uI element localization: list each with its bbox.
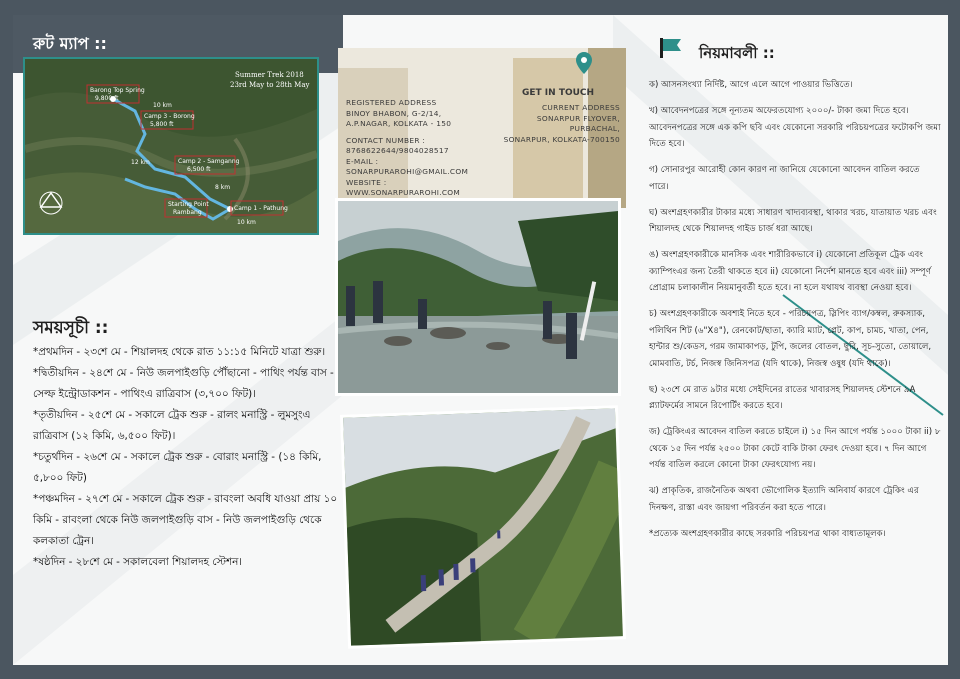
schedule-item: *ষষ্ঠদিন - ২৮শে মে - সকালবেলা শিয়ালদহ স্টেশন। [33, 556, 243, 568]
map-label-spring-alt: 9,800 ft [95, 95, 119, 102]
route-map-heading: রুট ম্যাপ :: [33, 34, 107, 53]
rule-item: গ) সোনারপুর আরোহী কোন কারণ না জানিয়ে যেকোনো আবেদন বাতিল করতে পারে। [649, 165, 920, 192]
map-trek-dates: 23rd May to 28th May [230, 81, 310, 89]
schedule-item: *প্রথমদিন - ২৩শে মে - শিয়ালদহ থেকে রাত ১১:১৫ মিনিটে যাত্রা শুরু। [33, 346, 326, 358]
river-crossing-photo [338, 201, 618, 393]
contact-phones: 8768622644/9804028517 [346, 146, 449, 155]
map-dist-d: 10 km [237, 219, 256, 226]
flag-icon [658, 37, 684, 59]
river-photo-graphic [338, 201, 618, 393]
email-address: SONARPURAROHI@GMAIL.COM [346, 167, 469, 176]
map-label-start: Starting Point [168, 201, 209, 208]
contact-number-label: CONTACT NUMBER : [346, 135, 426, 145]
map-dist-a: 10 km [153, 102, 172, 109]
schedule-item: *তৃতীয়দিন - ২৫শে মে - সকালে ট্রেক শুরু - রালং মনাস্ট্রি - লুমসুংএ রাত্রিবাস (১২ কিমি, ৬,৫০০ ফিট)। [33, 409, 311, 442]
contact-panel [338, 48, 626, 208]
map-trek-title: Summer Trek 2018 [235, 71, 304, 79]
map-label-camp2-alt: 6,500 ft [187, 166, 211, 173]
registered-address [346, 98, 468, 199]
rule-item: চ) অংশগ্রহণকারীকে অবশ্যই নিতে হবে - পরিচয়পত্র, স্লিপিং ব্যাগ/কম্বল, রুকস্যাক, পলিথিন শিট (৬"X৪"), রেনকোট/ছাতা, ক্যারি ম্যাট, প্লেট, কাপ, চামচ, খাতা, পেন, হান্টার শু/কেডস, গরম জামাকাপড়, টুপি, জলের বোতল, ছুরি, সূচ-সুতো, তোয়ালে, মোমবাতি, টর্চ, নিজস্ব জিনিসপত্র (যদি থাকে), নিজস্ব ওষুধ (যদি থাকে)। [649, 309, 932, 369]
schedule-item: *দ্বিতীয়দিন - ২৪শে মে - নিউ জলপাইগুড়ি পৌঁছানো - পাথিং পর্যন্ত বাস - সেল্ফ ইন্ট্রোডাকশন - পাথিংএ রাত্রিবাস (৩,৭০০ ফিট)। [33, 367, 334, 400]
route-map-graphic [25, 59, 317, 233]
map-label-camp3: Camp 3 - Borong [144, 113, 195, 120]
website-label: WEBSITE : [346, 177, 387, 187]
get-in-touch-heading: GET IN TOUCH [522, 88, 595, 98]
location-pin-icon [575, 51, 593, 75]
current-address [492, 103, 620, 145]
map-label-camp1: Camp 1 - Pathung [234, 205, 288, 212]
brochure-page [13, 15, 948, 665]
rule-item: ছ) ২৩শে মে রাত ৯টার মধ্যে সেইদিনের রাতের খাবারসহ শিয়ালদহ স্টেশনে ৯A প্ল্যাটফর্মের সামনে রিপোর্টিং করতে হবে। [649, 384, 916, 411]
rule-item: জ) ট্রেকিংএর আবেদন বাতিল করতে চাইলে i) ১৫ দিন আগে পর্যন্ত ১০০০ টাকা ii) ৮ থেকে ১৫ দিন পর্যন্ত ২৫০০ টাকা কেটে বাকি টাকা ফেরৎ দেওয়া হবে। ৭ দিন আগে পর্যন্ত বাতিল করলে কোনো টাকা ফেরৎযোগ্য নয়। [649, 427, 941, 470]
rule-item: খ) আবেদনপত্রের সঙ্গে নূন্যতম অফেরতযোগ্য ২০০০/- টাকা জমা দিতে হবে। আবেদনপত্রের সঙ্গে এক কপি ছবি এবং যেকোনো সরকারি পরিচয়পত্রের ফটোকপি জমা দিতে হবে। [649, 106, 941, 149]
route-map [23, 57, 319, 235]
current-line-2: SONARPUR, KOLKATA-700150 [503, 134, 620, 144]
current-label: CURRENT ADDRESS [541, 103, 620, 112]
schedule-item: *চতুর্থদিন - ২৬শে মে - সকালে ট্রেক শুরু - বোরাং মনাস্ট্রি - (১৪ কিমি, ৫,৮০০ ফিট) [33, 451, 322, 484]
schedule-list [33, 342, 338, 573]
registered-line-2: A.P.NAGAR, KOLKATA - 150 [346, 119, 452, 128]
trail-photo-graphic [343, 408, 623, 645]
schedule-title: সময়সূচী :: [33, 318, 109, 338]
schedule-item: *পঞ্চমদিন - ২৭শে মে - সকালে ট্রেক শুরু - রাবংলা অবধি যাওয়া প্রায় ১০ কিমি - রাবংলা থেকে নিউ জলপাইগুড়ি বাস - নিউ জলপাইগুড়ি থেকে কলকাতা ট্রেন। [33, 493, 338, 547]
mountain-trail-photo [343, 408, 623, 645]
current-line-1: SONARPUR FLYOVER, PURBACHAL, [536, 113, 620, 133]
rule-item: ঘ) অংশগ্রহণকারীর টাকার মধ্যে সাধারণ খাদ্যব্যবস্থা, থাকার খরচ, যাতায়াত খরচ এবং শিয়ালদহ থেকে শিয়ালদহ গাইড চার্জ ধরা আছে। [649, 207, 937, 234]
rules-list [649, 77, 941, 552]
map-label-camp3-alt: 5,800 ft [150, 121, 174, 128]
rules-title: নিয়মাবলী :: [699, 44, 775, 62]
map-dist-b: 12 km [131, 159, 150, 166]
website-url: WWW.SONARPURAROHI.COM [346, 188, 461, 197]
email-label: E-MAIL : [346, 156, 379, 166]
map-label-spring: Barong Top Spring [90, 87, 145, 94]
rule-item: ঙ) অংশগ্রহণকারীকে মানসিক এবং শারীরিকভাবে i) যেকোনো প্রতিকূল ট্রেক এবং ক্যাম্পিংএর জন্য তৈরী থাকতে হবে ii) যেকোনো নির্দেশ মানতে হবে এবং iii) সম্পূর্ণ প্রোগ্রাম চলাকালীন নিয়মানুবর্তী হতে হবে। না হলে যথাযথ ব্যবস্থা নেওয়া হবে। [649, 250, 931, 293]
rule-item: ক) আসনসংখ্যা নির্দিষ্ট, আগে এলে আগে পাওয়ার ভিত্তিতে। [649, 80, 853, 90]
map-label-camp2: Camp 2 - Samganng [178, 158, 240, 165]
registered-label: REGISTERED ADDRESS [346, 98, 437, 107]
map-dist-c: 8 km [215, 184, 231, 191]
rule-item: ঝ) প্রাকৃতিক, রাজনৈতিক অথবা ভৌগোলিক ইত্যাদি অনিবার্য কারণে ট্রেকিং এর দিনক্ষণ, রাস্তা এবং জায়গা পরিবর্তন করা হতে পারে। [649, 486, 919, 513]
map-label-start-place: Rambang [173, 209, 202, 216]
registered-line-1: BINOY BHABON, G-2/14, [346, 108, 442, 118]
rule-item: *প্রত্যেক অংশগ্রহণকারীর কাছে সরকারি পরিচয়পত্র থাকা বাধ্যতামূলক। [649, 528, 886, 539]
